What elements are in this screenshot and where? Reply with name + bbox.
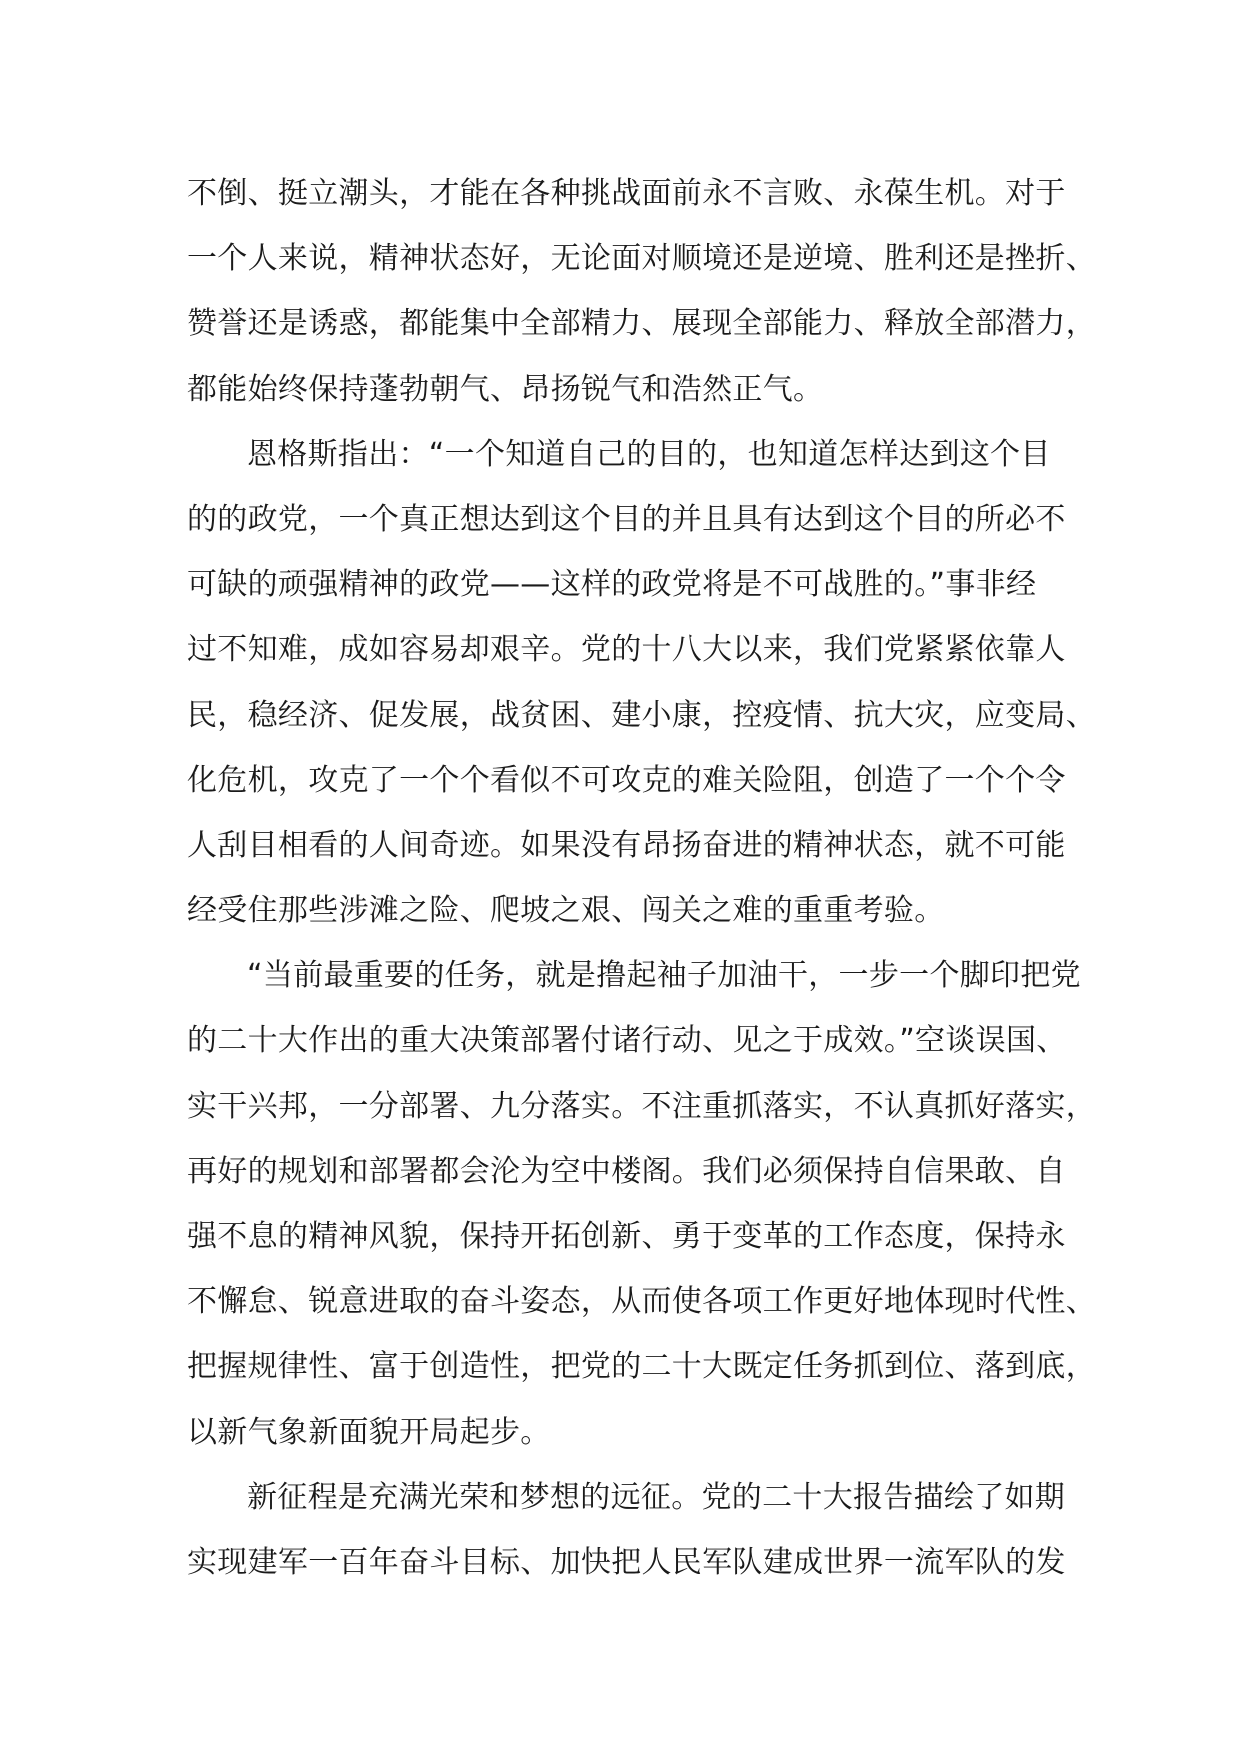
paragraph — [187, 1472, 1072, 1602]
text-line: 可缺的顽强精神的政党——这样的政党将是不可战胜的。”事非经 — [187, 567, 1037, 603]
text-line: 都能始终保持蓬勃朝气、昂扬锐气和浩然正气。 — [187, 371, 824, 407]
text-line: “当前最重要的任务，就是撸起袖子加油干，一步一个脚印把党 — [247, 958, 1081, 994]
text-line: 实干兴邦，一分部署、九分落实。不注重抓落实，不认真抓好落实， — [187, 1088, 1096, 1124]
text-line: 的二十大作出的重大决策部署付诸行动、见之于成效。”空谈误国、 — [187, 1023, 1067, 1059]
text-line: 过不知难，成如容易却艰辛。党的十八大以来，我们党紧紧依靠人 — [187, 632, 1066, 668]
text-line: 不倒、挺立潮头，才能在各种挑战面前永不言败、永葆生机。对于 — [187, 176, 1066, 211]
text-line: 新征程是充满光荣和梦想的远征。党的二十大报告描绘了如期 — [247, 1479, 1066, 1515]
text-line: 经受住那些涉滩之险、爬坡之艰、闯关之难的重重考验。 — [187, 893, 945, 929]
text-line: 把握规律性、富于创造性，把党的二十大既定任务抓到位、落到底， — [187, 1349, 1096, 1385]
text-line: 一个人来说，精神状态好，无论面对顺境还是逆境、胜利还是挫折、 — [187, 241, 1096, 277]
text-line: 以新气象新面貌开局起步。 — [187, 1414, 551, 1450]
paragraph — [187, 950, 1096, 1472]
text-line: 再好的规划和部署都会沦为空中楼阁。我们必须保持自信果敢、自 — [187, 1153, 1066, 1189]
text-line: 化危机，攻克了一个个看似不可攻克的难关险阻，创造了一个个令 — [187, 762, 1066, 798]
text-line: 不懈怠、锐意进取的奋斗姿态，从而使各项工作更好地体现时代性、 — [187, 1284, 1096, 1320]
text-line: 民，稳经济、促发展，战贫困、建小康，控疫情、抗大灾，应变局、 — [187, 697, 1096, 733]
paragraph — [187, 429, 1096, 951]
text-line: 强不息的精神风貌，保持开拓创新、勇于变革的工作态度，保持永 — [187, 1219, 1066, 1254]
paragraph — [187, 168, 1096, 429]
text-line: 实现建军一百年奋斗目标、加快把人民军队建成世界一流军队的发 — [187, 1544, 1066, 1580]
document-body — [187, 168, 1096, 1602]
text-line: 的的政党，一个真正想达到这个目的并且具有达到这个目的所必不 — [187, 501, 1066, 537]
text-line: 赞誉还是诱惑，都能集中全部精力、展现全部能力、释放全部潜力， — [187, 306, 1096, 342]
text-line: 恩格斯指出：“一个知道自己的目的，也知道怎样达到这个目 — [247, 436, 1051, 472]
text-line: 人刮目相看的人间奇迹。如果没有昂扬奋进的精神状态，就不可能 — [187, 827, 1066, 863]
